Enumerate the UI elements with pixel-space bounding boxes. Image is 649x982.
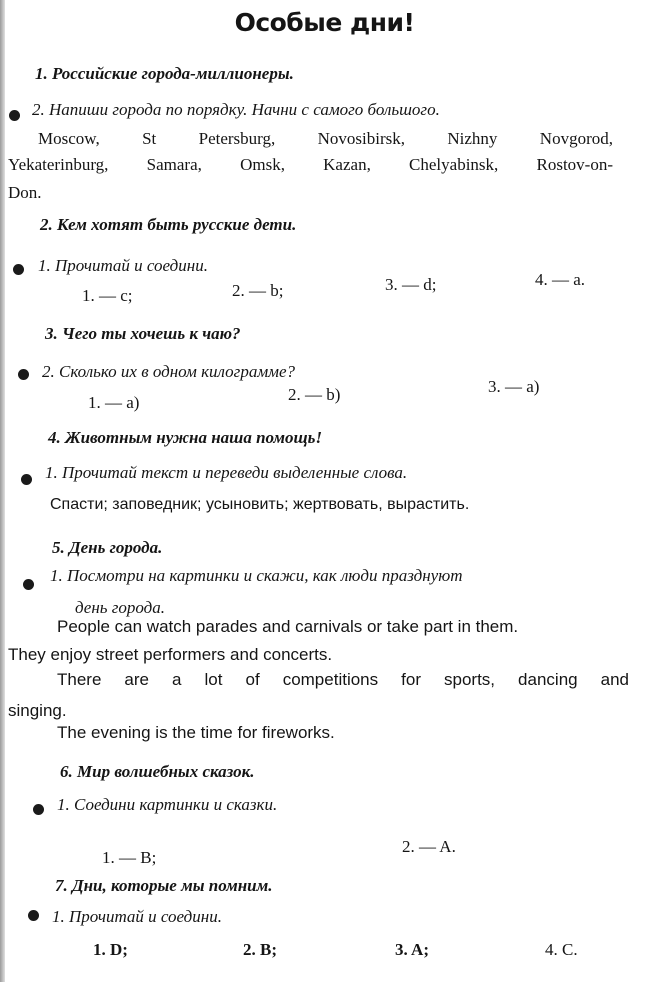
section-heading: 2. Кем хотят быть русские дети. [40,215,297,234]
section-heading: 7. Дни, которые мы помним. [55,876,273,895]
bullet-icon [21,474,32,485]
answer: 1. D; [93,940,128,959]
scan-edge [0,0,5,982]
answer: 1. — c; [82,286,133,305]
answer-line: The evening is the time for fireworks. [57,723,335,742]
answer-line: People can watch parades and carnivals or take part in them. [57,617,519,636]
bullet-icon [18,369,29,380]
section-heading: 5. День города. [52,538,163,557]
section-heading: 6. Мир волшебных сказок. [60,762,255,781]
answer: 3. — d; [385,275,437,294]
answer: 3. — a) [488,377,540,396]
bullet-icon [9,110,20,121]
answer: 2. — b) [288,385,341,404]
answer-line: There are a lot of competitions for sports, dancing and [57,670,629,689]
task-text: день города. [75,598,166,617]
task-text: 2. Сколько их в одном килограмме? [42,362,296,381]
bullet-icon [13,264,24,275]
task-text: 1. Прочитай и соедини. [52,907,222,926]
bullet-icon [28,910,39,921]
task-text: 1. Соедини картинки и сказки. [57,795,278,814]
answer: 2. B; [243,940,277,959]
answer-line: They enjoy street performers and concerts. [8,645,333,664]
bullet-icon [23,579,34,590]
answer: 4. C. [545,940,578,959]
task-text: 1. Прочитай текст и переведи выделенные слова. [45,463,408,482]
task-text: 2. Напиши города по порядку. Начни с самого большого. [32,100,440,119]
page-title: Особые дни! [234,8,415,37]
bullet-icon [33,804,44,815]
task-text: 1. Прочитай и соедини. [38,256,208,275]
answer: 3. A; [395,940,429,959]
section-heading: 4. Животным нужна наша помощь! [48,428,323,447]
answer: 1. — B; [102,848,157,867]
answer: 2. — b; [232,281,284,300]
answer-line: Yekaterinburg, Samara, Omsk, Kazan, Chelyabinsk, Rostov-on- [8,155,613,174]
answer-line: Moscow, St Petersburg, Novosibirsk, Nizhny Novgorod, [38,129,613,148]
section-heading: 3. Чего ты хочешь к чаю? [45,324,241,343]
section-heading: 1. Российские города-миллионеры. [35,64,294,83]
answer: 4. — a. [535,270,586,289]
answer: Спасти; заповедник; усыновить; жертвовать, вырастить. [50,496,470,513]
answer-line: Don. [8,183,42,202]
answer-line: singing. [8,701,67,720]
answer: 1. — a) [88,393,140,412]
task-text: 1. Посмотри на картинки и скажи, как люди празднуют [50,566,463,585]
answer: 2. — A. [402,837,456,856]
